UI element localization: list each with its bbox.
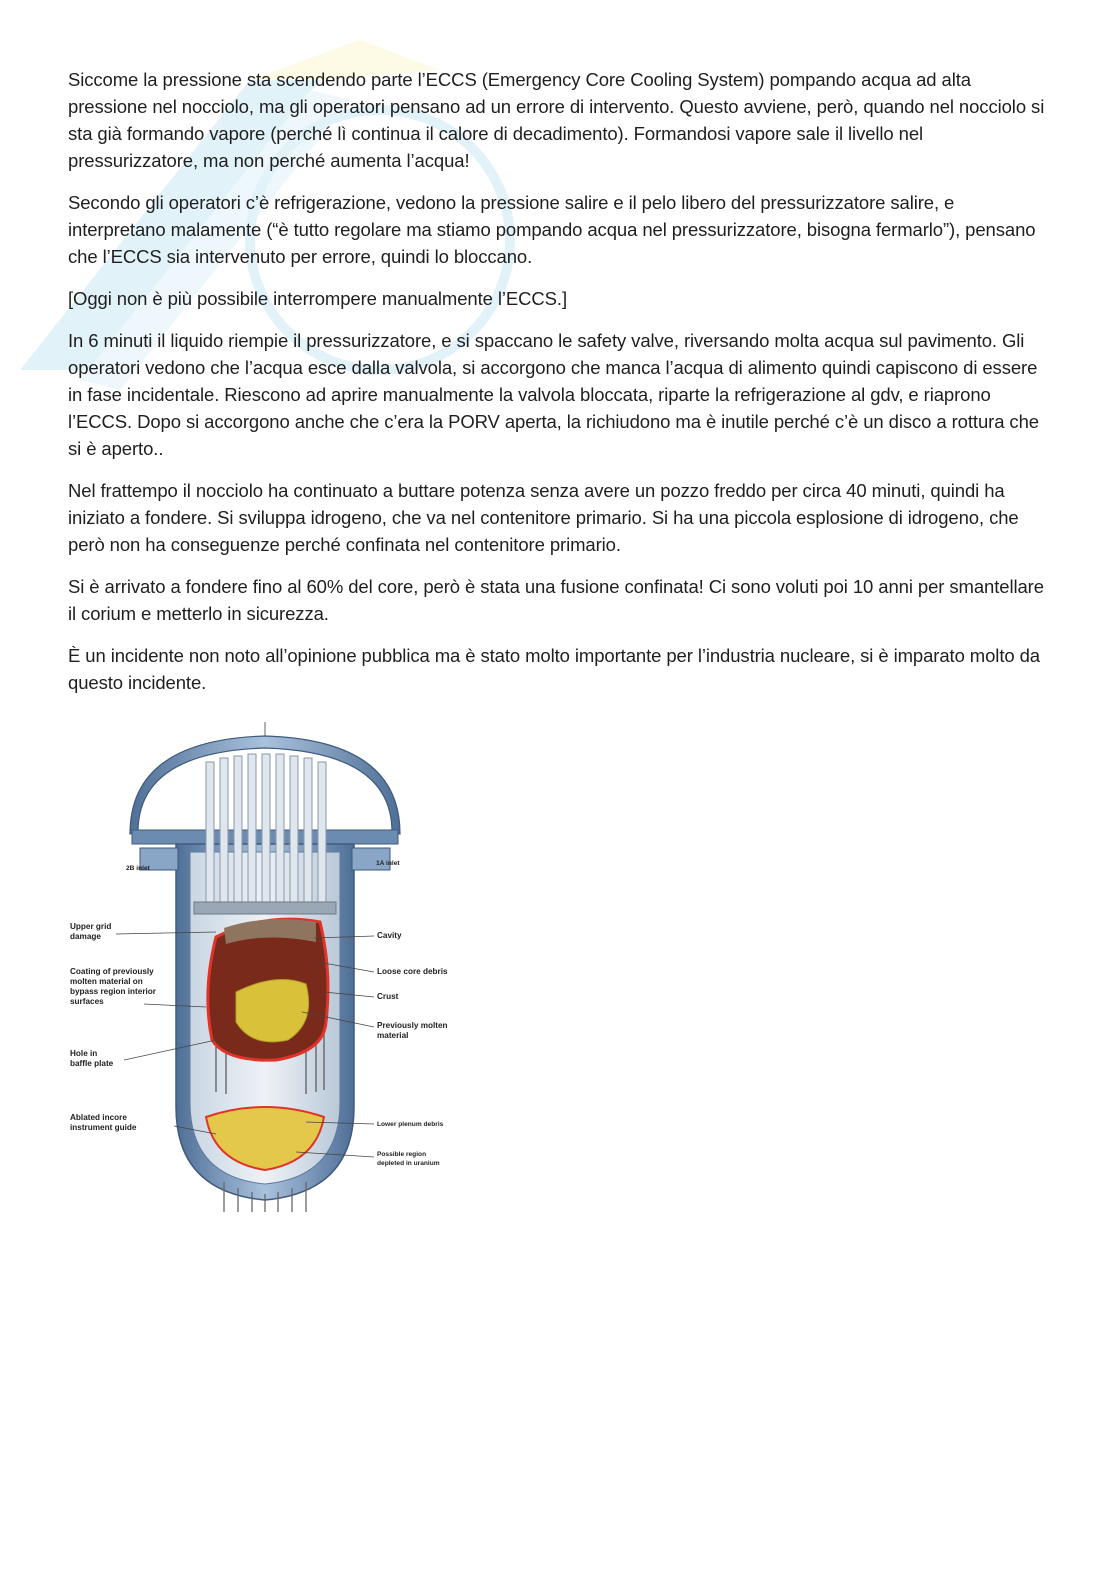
document-body [68,66,1048,711]
label-ablated-2: instrument guide [70,1123,137,1132]
label-2b-inlet: 2B inlet [126,865,150,872]
label-prev-molten-1: Previously molten [377,1021,448,1030]
paragraph-safety-valve: In 6 minuti il liquido riempie il pressurizzatore, e si spaccano le safety valve, riversando molta acqua sul pavimento. Gli operatori vedono che l’acqua esce dalla valvola, si accorgono che manca l’acqua di alimento quindi capiscono di essere in fase incidentale. Riescono ad aprire manualmente la valvola bloccata, riparte la refrigerazione al gdv, e riaprono l’ECCS. Dopo si accorgono anche che c’era la PORV aperta, la richiudono ma è inutile perché c’è un disco a rottura che si è aperto.. [68,330,1039,459]
paragraph-core-fusion: Si è arrivato a fondere fino al 60% del core, però è stata una fusione confinata! Ci sono voluti poi 10 anni per smantellare il corium e metterlo in sicurezza. [68,576,1044,624]
label-lower-plenum: Lower plenum debris [377,1121,444,1128]
label-cavity: Cavity [377,931,402,940]
label-hole-2: baffle plate [70,1059,114,1068]
paragraph-conclusion: È un incidente non noto all’opinione pubblica ma è stato molto importante per l’industria nucleare, si è imparato molto da questo incidente. [68,645,1040,693]
label-coating-3: bypass region interior [70,987,156,996]
label-prev-molten-2: material [377,1031,409,1040]
reactor-vessel-diagram [66,722,466,1217]
label-upper-grid-2: damage [70,932,101,941]
reactor-vessel-figure [66,722,466,1217]
paragraph-operators: Secondo gli operatori c’è refrigerazione, vedono la pressione salire e il pelo libero del pressurizzatore salire, e interpretano malamente (“è tutto regolare ma stiamo pompando acqua nel pressurizzatore, bisogna fermarlo”), pensano che l’ECCS sia intervenuto per errore, quindi lo bloccano. [68,192,1036,267]
label-crust: Crust [377,992,399,1001]
label-loose-debris: Loose core debris [377,967,448,976]
paragraph-melting: Nel frattempo il nocciolo ha continuato a buttare potenza senza avere un pozzo freddo per circa 40 minuti, quindi ha iniziato a fondere. Si sviluppa idrogeno, che va nel contenitore primario. Si ha una piccola esplosione di idrogeno, che però non ha conseguenze perché confinata nel contenitore primario. [68,480,1019,555]
label-coating-4: surfaces [70,997,104,1006]
label-coating-2: molten material on [70,977,143,986]
label-upper-grid-1: Upper grid [70,922,112,931]
label-possible-2: depleted in uranium [377,1160,440,1167]
paragraph-eccs: Siccome la pressione sta scendendo parte l’ECCS (Emergency Core Cooling System) pompando acqua ad alta pressione nel nocciolo, ma gli operatori pensano ad un errore di intervento. Questo avviene, però, quando nel nocciolo si sta già formando vapore (perché lì continua il calore di decadimento). Formandosi vapore sale il livello nel pressurizzatore, ma non perché aumenta l’acqua! [68,69,1045,171]
label-coating-1: Coating of previously [70,967,154,976]
label-ablated-1: Ablated incore [70,1113,127,1122]
paragraph-note: [Oggi non è più possibile interrompere manualmente l’ECCS.] [68,288,567,309]
label-hole-1: Hole in [70,1049,98,1058]
label-possible-1: Possible region [377,1151,427,1158]
label-1a-inlet: 1A inlet [376,860,400,867]
